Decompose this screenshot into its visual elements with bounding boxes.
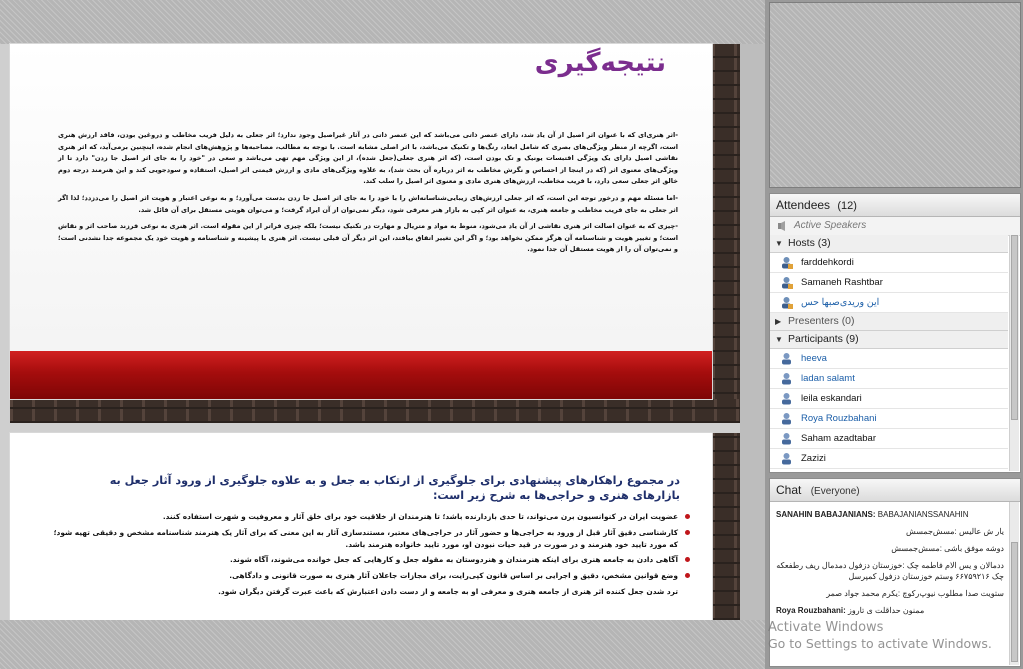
list-item: ترد شدن جعل کننده اثر هنری از جامعه هنری و معرفی او به جامعه و از دست دادن اعتبارش که باعث عبرت گرفتن دیگران شود. xyxy=(218,586,678,596)
attendee-row[interactable] xyxy=(770,293,1008,313)
attendee-name: ladan salamt xyxy=(801,373,855,384)
chat-sender: Roya Rouzbahani: xyxy=(776,606,846,615)
watermark-line: Go to Settings to activate Windows. xyxy=(768,636,992,651)
attendee-name: Saham azadtabar xyxy=(801,433,876,444)
slide-paragraph: -چیزی که به عنوان اصالت اثر هنری نقاشی از آن یاد می‌شود، منوط به مواد و متریال و مهارت در تکنیک نیست؛ بلکه چیزی فراتر از این مقوله است. اثر هنری به نوعی فرزند صاحب اثر و نقاش است؛ و تغییر هویت و شناسنامه آن هرگز ممکن نخواهد بود؛ و اگر این تغییر اتفاق بیافتد، این اثر دیگر آن قبلی نیست. اثر هنری با پیشینه و شناسنامه و هویت خود یک مجموعه جدا نشدنی است؛ و نمی‌توان آن را از هویت مستقل آن جدا نمود. xyxy=(58,222,678,254)
list-item: آگاهی دادن به جامعه هنری برای اینکه هنرمندان و هنردوستان به مقوله جعل و کارهایی که جعل خوانده می‌شوند، آگاه شوند. xyxy=(50,554,678,566)
chevron-right-icon[interactable]: ▶ xyxy=(775,317,782,326)
user-icon xyxy=(780,372,793,385)
chat-message xyxy=(776,509,1004,520)
share-background-bottom xyxy=(0,620,765,669)
category-label: Presenters (0) xyxy=(788,315,855,327)
attendee-name: Zazizi xyxy=(801,453,826,464)
category-participants[interactable] xyxy=(770,331,1008,349)
user-icon xyxy=(780,352,793,365)
attendee-row[interactable] xyxy=(770,253,1008,273)
watermark-line: Activate Windows xyxy=(768,620,884,635)
list-item: وضع قوانین مشخص، دقیق و اجرایی بر اساس قانون کپی‌رایت، برای مجازات جاعلان آثار هنری به صورت قانونی و دادگاهی. xyxy=(50,570,678,582)
chat-message: ستویت صدا مطلوب نیوپ‌رکوچ :یکرم محمد جواد صمر xyxy=(826,589,1004,598)
chat-scrollbar[interactable] xyxy=(1009,502,1019,665)
chat-title: Chat xyxy=(776,483,802,497)
host-user-icon xyxy=(780,296,793,309)
recommendation-list xyxy=(50,511,690,602)
chat-message: دوشه موفق باشی :مسش‌جمسش xyxy=(891,544,1004,553)
user-icon xyxy=(780,412,793,425)
attendee-name: leila eskandari xyxy=(801,393,862,404)
slide-conclusion xyxy=(10,44,712,399)
attendees-scrollbar[interactable] xyxy=(1009,235,1019,471)
attendee-row[interactable] xyxy=(770,429,1008,449)
list-item: عضویت ایران در کنوانسیون برن می‌تواند، تا حدی بازدارنده باشد؛ تا هنرمندان از خلاقیت خود برای خلق آثار و معروفیت و شهرت استفاده کنند. xyxy=(50,511,678,523)
chat-message: یار ش عالیس :مسش‌جمسش xyxy=(906,527,1004,536)
attendee-row[interactable] xyxy=(770,409,1008,429)
chat-header[interactable] xyxy=(770,479,1020,502)
slide-body xyxy=(58,130,678,261)
camera-voip-pod xyxy=(769,2,1021,188)
chat-sender: SANAHIN BABAJANIANS: xyxy=(776,510,876,519)
right-panel xyxy=(765,0,1023,669)
attendee-row[interactable] xyxy=(770,273,1008,293)
scrollbar-thumb[interactable] xyxy=(1011,235,1018,420)
attendee-name: farddehkordi xyxy=(801,257,854,268)
attendees-header[interactable] xyxy=(770,194,1020,217)
attendee-name: این وریدی‌صبها حس xyxy=(801,297,880,308)
brick-wall-background-lower xyxy=(712,433,740,620)
attendees-pod xyxy=(769,193,1021,473)
slide-gap xyxy=(10,423,740,433)
attendee-name: Roya Rouzbahani xyxy=(801,413,877,424)
user-icon xyxy=(780,432,793,445)
phone-speaker-icon xyxy=(776,220,788,232)
host-user-icon xyxy=(780,256,793,269)
attendee-row[interactable] xyxy=(770,449,1008,469)
brick-wall-background-right xyxy=(712,44,740,422)
active-speakers-row xyxy=(770,217,1020,236)
host-user-icon xyxy=(780,276,793,289)
share-left-gutter xyxy=(0,44,10,620)
category-hosts[interactable] xyxy=(770,235,1008,253)
attendees-count: (12) xyxy=(837,200,857,212)
chevron-down-icon[interactable]: ▼ xyxy=(775,239,783,248)
slide-paragraph: -اما مسئله مهم و درخور توجه این است، که اثر جعلی ارزش‌های زیبایی‌شناسانه‌اش را با خود را به جای اثر اصیل جا زدن بدست می‌آورد؛ و به نوعی اعتبار و هویت اثر اصیل را می‌دزدد؛ لذا اگر اثر جعلی به جای فریب مخاطب و جامعه هنری، به عنوان اثر کپی به بازار هنر معرفی شود، دیگر نمی‌توان از آن ایراد گرفت؛ و می‌توان هویتی مستقل برای آن قائل شد. xyxy=(58,193,678,214)
category-label: Participants (9) xyxy=(788,333,859,345)
category-label: Hosts (3) xyxy=(788,237,831,249)
attendee-name: heeva xyxy=(801,353,827,364)
attendee-row[interactable] xyxy=(770,349,1008,369)
active-speakers-label: Active Speakers xyxy=(794,220,867,231)
chat-message xyxy=(776,605,1004,616)
attendee-list[interactable] xyxy=(770,235,1008,472)
slide-title: نتیجه‌گیری xyxy=(534,48,666,78)
user-icon xyxy=(780,392,793,405)
chat-text: ممنون حداقلت ی تاروز xyxy=(848,606,925,615)
user-icon xyxy=(780,452,793,465)
attendee-name: Samaneh Rashtbar xyxy=(801,277,883,288)
chat-scope[interactable]: (Everyone) xyxy=(810,486,860,497)
slide-heading: در مجموع راهکارهای پیشنهادی برای جلوگیری از ارتکاب به جعل و به علاوه جلوگیری از ورود آثار جعل به بازارهای هنری و حراجی‌ها به شرح زیر است: xyxy=(109,474,680,502)
chat-pod xyxy=(769,478,1021,667)
attendee-row[interactable] xyxy=(770,389,1008,409)
attendees-title: Attendees xyxy=(776,198,831,212)
attendee-row[interactable] xyxy=(770,369,1008,389)
scrollbar-thumb[interactable] xyxy=(1011,542,1018,662)
chat-messages xyxy=(776,509,1004,622)
list-item: کارشناسی دقیق آثار قبل از ورود به حراجی‌ها و حضور آثار در حراجی‌های معتبر، مستندسازی آثار به این معنی که برای آثار یک هنرمند شناسنامه مشخص و دقیقی تهیه شود؛ که مورد تایید خود هنرمند و در صورت در قید حیات نبودن او، مورد تایید خانواده هنرمند باشد. xyxy=(50,527,678,551)
chevron-down-icon[interactable]: ▼ xyxy=(775,335,783,344)
slide-recommendations xyxy=(10,433,712,623)
slide-paragraph: -اثر هنری‌ای که با عنوان اثر اصیل از آن یاد شد، دارای عنصر ذاتی می‌باشد که این عنصر ذاتی در آثار غیراصیل وجود ندارد؛ اثر جعلی به دلیل فریب مخاطب و دروغین بودن، فاقد ارزش هنری است، اگرچه از منظر ویژگی‌های بصری که شامل ابعاد، رنگ‌ها و تکنیک می‌باشد، با اثر اصلی مشابه است. با توجه به مطالب، مصاحبه‌ها و پژوهش‌های انجام شده، اینچنین برمی‌آید، که اثر هنری نقاشی اصیل دارای یک ویژگی اقتبسات یونیک و تک بودن است، (که اثر هنری جعلی(جعل شده)، از این ویژگی مهم تهی می‌باشد و سعی در "خود را به جای اثر اصیل جا زدن" دارد تا از ویژگی‌های معنوی اثر (که در اینجا از احساس و نگرش مخاطب به اثر درباره آن بحث شد)، به علاوه ویژگی‌های مادی و ارزش قیمتی اثر اصیل، استفاده و سودجویی کند و این هنرمند درجه دوم خالق اثر جعلی سعی دارد، با فریب مخاطب، ارزش‌های هنری مادی و معنوی اثر اصیل را سلب کند. xyxy=(58,131,678,186)
category-presenters[interactable] xyxy=(770,313,1008,331)
share-background-top xyxy=(0,0,765,44)
slide-red-band xyxy=(10,351,712,399)
chat-message: ددمالان و یس الام فاطمه چک :خوزستان دزفول دمدمال ریف رطفعکه چک ۶۶۷۵۹۲۱۶ وستم خوزستان دزفول کمپرسل xyxy=(776,561,1004,581)
chat-text: BABAJANIANSSANAHIN xyxy=(877,510,969,519)
brick-wall-background-mid xyxy=(10,399,740,423)
share-right-gutter xyxy=(740,44,765,620)
